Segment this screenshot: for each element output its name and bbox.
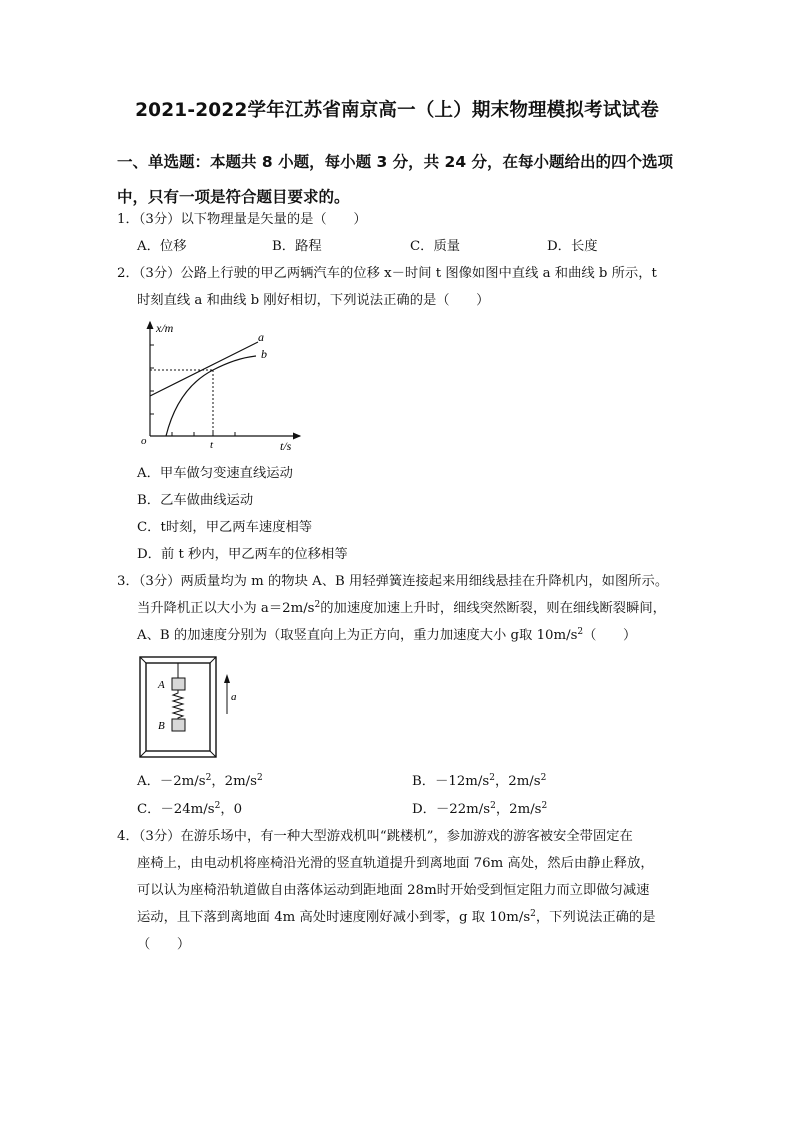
question-3-line2: 当升降机正以大小为 $a=2m/s^2$的加速度加速上升时，细线突然断裂，则在细线断裂瞬间， <box>137 600 666 616</box>
question-2-line2: 时刻直线 a 和曲线 b 刚好相切，下列说法正确的是（ ） <box>137 293 490 308</box>
section-heading-line2: 中，只有一项是符合题目要求的。 <box>117 188 350 206</box>
question-4-line1: 4．（3分）在游乐场中，有一种大型游戏机叫“跳楼机”，参加游戏的游客被安全带固定在 <box>117 829 633 844</box>
y-axis-label: x/m <box>156 321 174 335</box>
question-4-line5: （ ） <box>137 937 191 952</box>
question-3-line3: A、B 的加速度分别为（取竖直向上为正方向，重力加速度大小 g取 $10m/s^2$（ ） <box>137 627 637 643</box>
origin-label: o <box>141 435 147 447</box>
label-a-block: A <box>158 679 165 691</box>
curve-b-label: b <box>261 347 267 361</box>
curve-b <box>166 356 256 436</box>
question-1-text: 1．（3分）以下物理量是矢量的是（ ） <box>117 212 367 227</box>
curve-a-label: a <box>258 330 264 344</box>
q2-option-c: C．t时刻，甲乙两车速度相等 <box>137 520 313 535</box>
question-4-line3: 可以认为座椅沿轨道做自由落体运动到距地面 28m时开始受到恒定阻力而立即做匀减速 <box>137 883 650 898</box>
q1-option-a: A．位移 <box>137 239 187 254</box>
x-axis-label: t/s <box>280 439 292 453</box>
t-label: t <box>210 439 214 451</box>
acceleration-label: a <box>231 691 237 703</box>
elevator-figure <box>139 656 251 758</box>
q2-option-b: B．乙车做曲线运动 <box>137 493 254 508</box>
q3-option-b: B．$-12m/s^2$，$2m/s^2$ <box>412 773 547 789</box>
label-b-block: B <box>158 720 165 732</box>
q2-option-a: A．甲车做匀变速直线运动 <box>137 466 293 481</box>
q1-option-b: B．路程 <box>272 239 322 254</box>
q3-option-c: C．$-24m/s^2$，0 <box>137 801 243 817</box>
block-a <box>172 678 185 690</box>
question-4-line2: 座椅上，由电动机将座椅沿光滑的竖直轨道提升到离地面 76m 高处，然后由静止释放， <box>137 856 654 871</box>
block-b <box>172 719 185 731</box>
q3-option-a: A．$-2m/s^2$，$2m/s^2$ <box>137 773 263 789</box>
q2-option-d: D．前 t 秒内，甲乙两车的位移相等 <box>137 547 348 562</box>
xt-graph <box>138 316 308 454</box>
question-3-line1: 3．（3分）两质量均为 m 的物块 A、B 用轻弹簧连接起来用细线悬挂在升降机内，如图所示。 <box>117 574 669 589</box>
question-4-line4: 运动，且下落到离地面 4m 高处时速度刚好减小到零，g 取 $10m/s^2$，下列说法正确的是 <box>137 909 656 925</box>
question-2-line1: 2．（3分）公路上行驶的甲乙两辆汽车的位移 x－时间 t 图像如图中直线 a 和曲线 b 所示，t <box>117 266 657 281</box>
page-title: 2021-2022学年江苏省南京高一（上）期末物理模拟考试试卷 <box>135 100 659 121</box>
line-a <box>150 342 258 396</box>
section-heading-line1: 一、单选题：本题共 8 小题，每小题 3 分，共 24 分，在每小题给出的四个选项 <box>117 153 674 171</box>
q3-option-d: D．$-22m/s^2$，$2m/s^2$ <box>412 801 548 817</box>
q1-option-c: C．质量 <box>410 239 461 254</box>
q1-option-d: D．长度 <box>547 239 598 254</box>
